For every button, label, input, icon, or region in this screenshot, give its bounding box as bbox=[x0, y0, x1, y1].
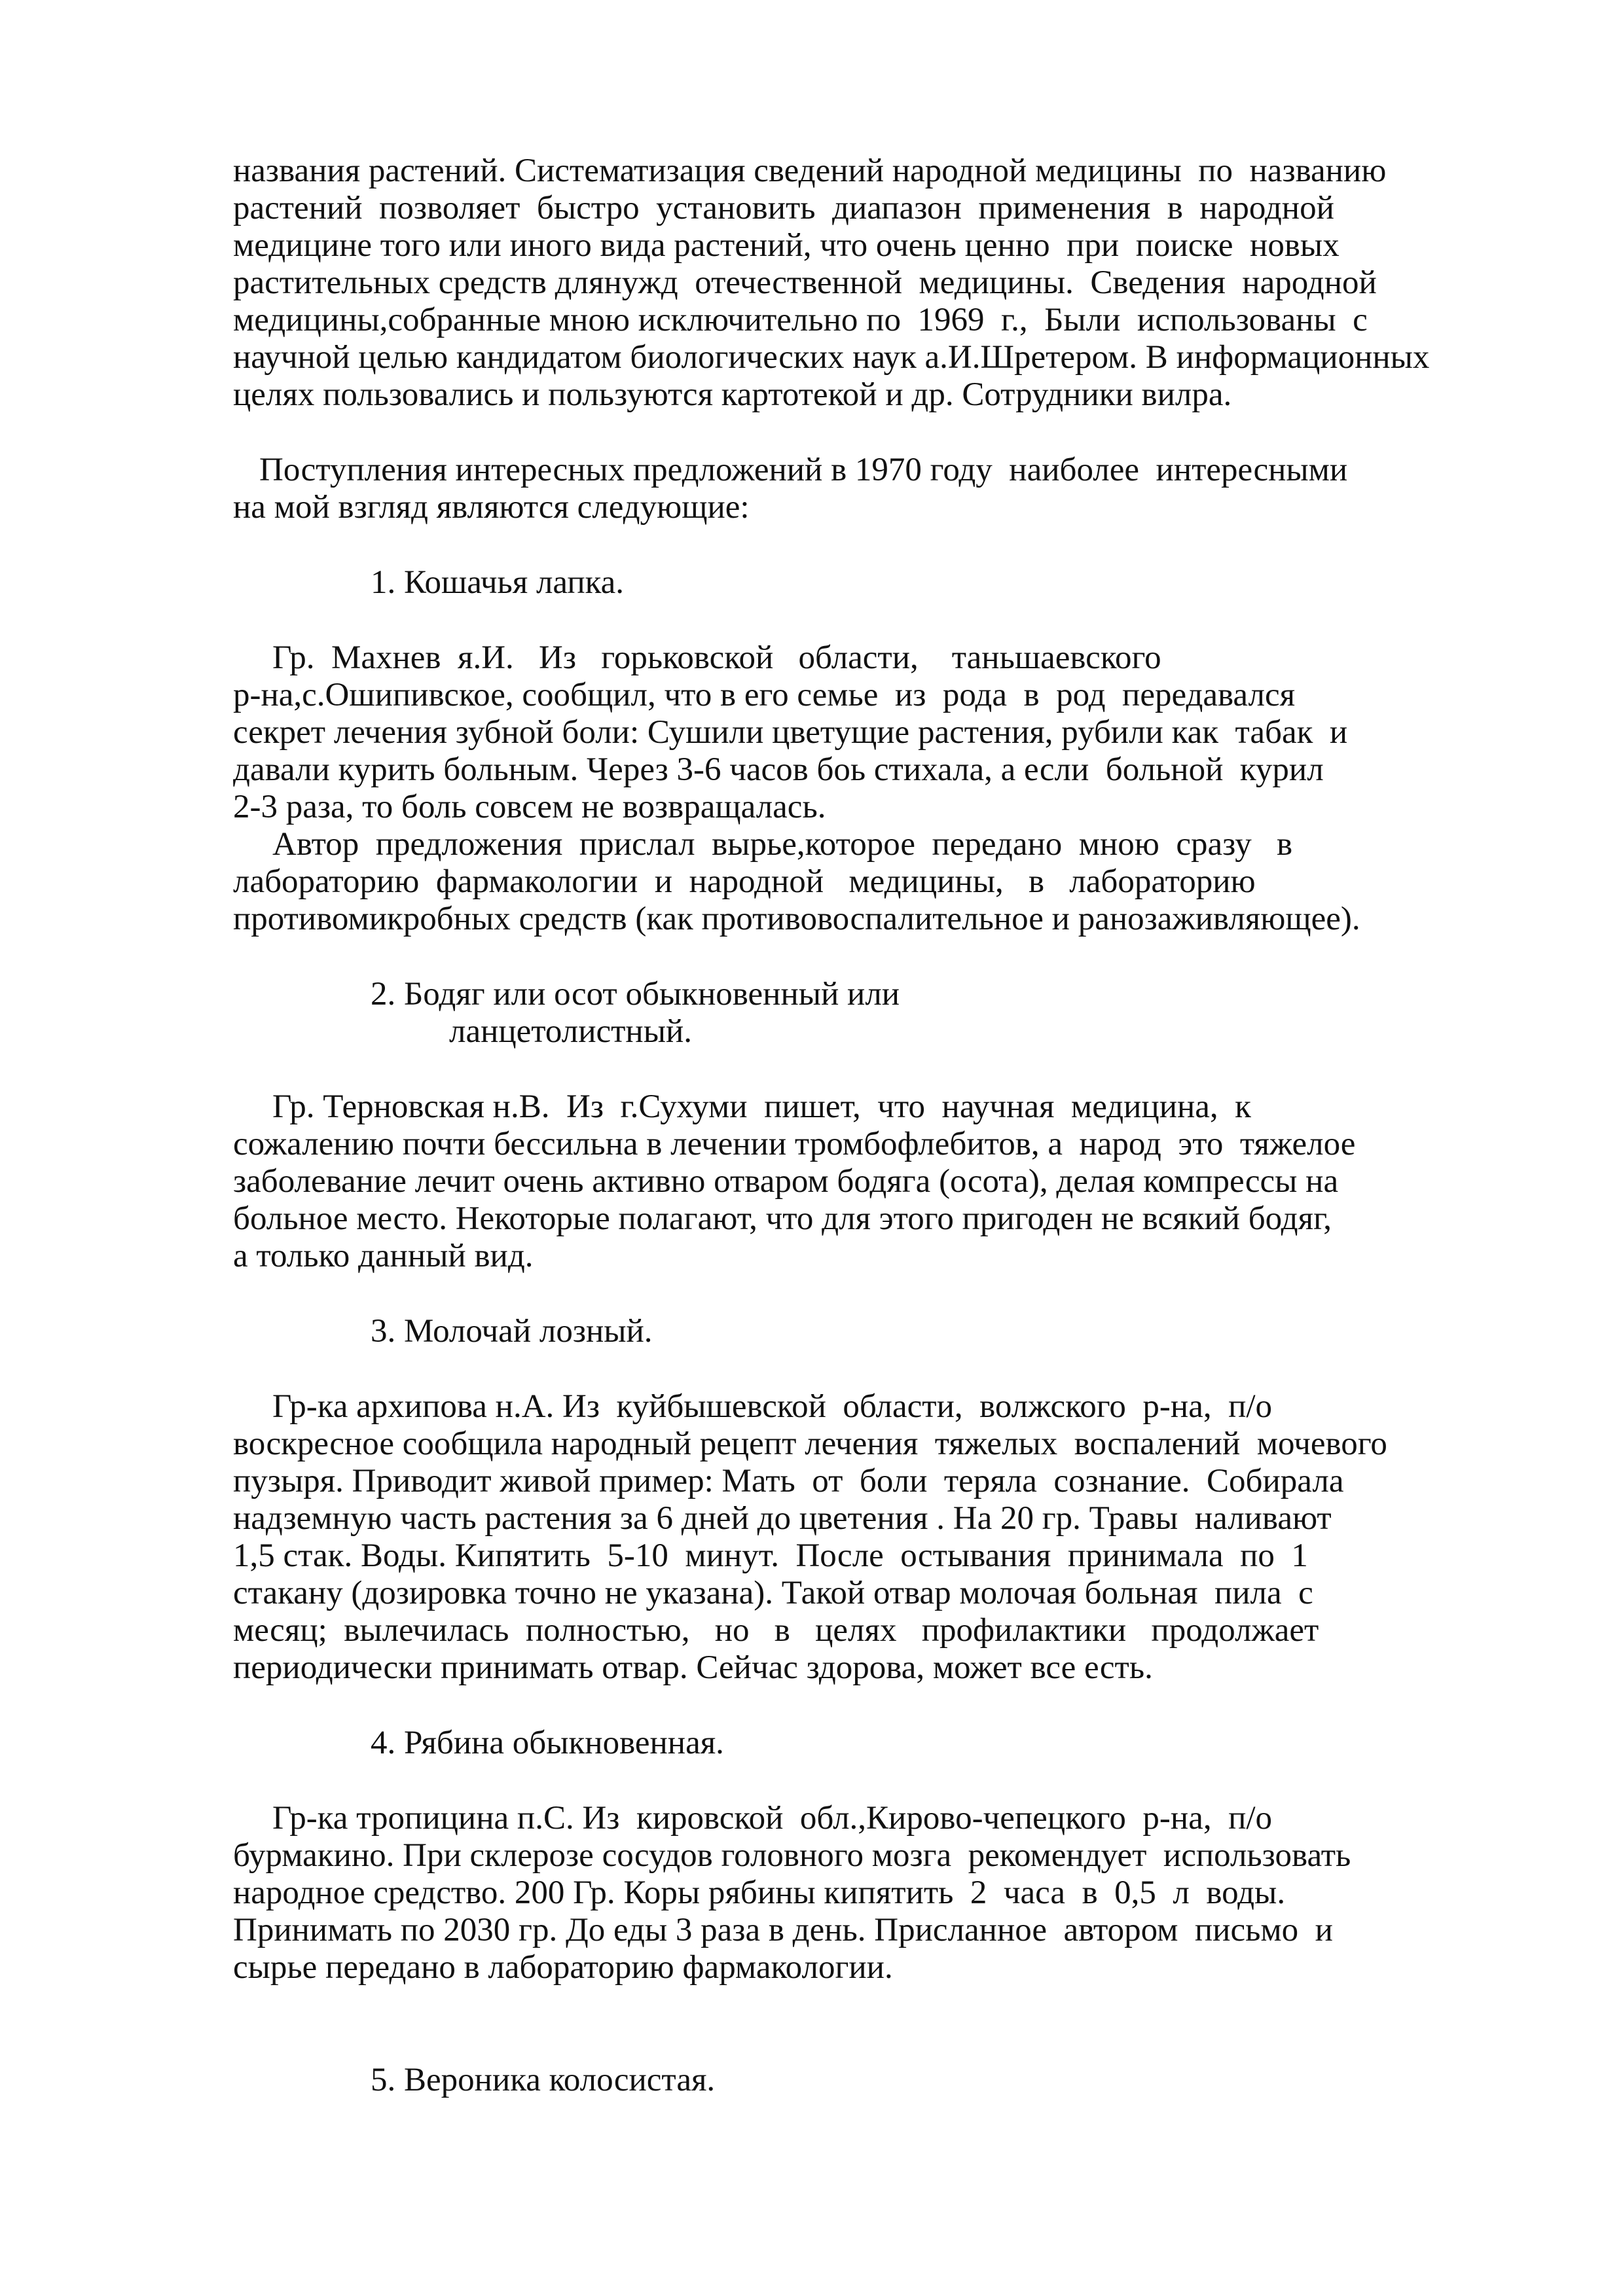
paragraph-line: надземную часть растения за 6 дней до цветения . На 20 гр. Травы наливают bbox=[233, 1500, 1332, 1537]
section-heading-continuation: ланцетолистный. bbox=[449, 1013, 693, 1050]
paragraph-line: месяц; вылечилась полностью, но в целях профилактики продолжает bbox=[233, 1612, 1319, 1649]
paragraph-line: 2-3 раза, то боль совсем не возвращалась. bbox=[233, 789, 826, 825]
section-paragraph bbox=[233, 639, 1477, 826]
paragraph-line: противомикробных средств (как противовоспалительное и ранозаживляющее). bbox=[233, 901, 1360, 937]
intro-line: растительных средств длянужд отечественной медицины. Сведения народной bbox=[233, 264, 1377, 301]
paragraph-line: бурмакино. При склерозе сосудов головного мозга рекомендует использовать bbox=[233, 1837, 1351, 1874]
section-heading: 2. Бодяг или осот обыкновенный или bbox=[371, 976, 900, 1013]
section-paragraph bbox=[233, 1800, 1477, 1986]
paragraph-line: сырье передано в лабораторию фармакологии. bbox=[233, 1949, 893, 1986]
paragraph-line: р-на,с.Ошипивское, сообщил, что в его семье из рода в род передавался bbox=[233, 677, 1296, 713]
section-paragraph bbox=[233, 1388, 1477, 1687]
section-heading: 1. Кошачья лапка. bbox=[371, 564, 625, 601]
paragraph-line: Автор предложения прислал вырье,которое передано мною сразу в bbox=[272, 826, 1293, 863]
intro-line: растений позволяет быстро установить диапазон применения в народной bbox=[233, 190, 1334, 226]
intro-line: медицины,собранные мною исключительно по 1969 г., Были использованы с bbox=[233, 302, 1368, 338]
paragraph-line: периодически принимать отвар. Сейчас здорова, может все есть. bbox=[233, 1649, 1153, 1686]
paragraph-line: стакану (дозировка точно не указана). Такой отвар молочая больная пила с bbox=[233, 1575, 1313, 1611]
paragraph-line: Гр. Махнев я.И. Из горьковской области, таньшаевского bbox=[272, 639, 1161, 676]
proposals-intro-line: на мой взгляд являются следующие: bbox=[233, 489, 750, 526]
document-body bbox=[233, 152, 1477, 2099]
section-heading: 3. Молочай лозный. bbox=[371, 1313, 653, 1350]
section-heading: 4. Рябина обыкновенная. bbox=[371, 1725, 724, 1761]
paragraph-line: 1,5 стак. Воды. Кипятить 5-10 минут. После остывания принимала по 1 bbox=[233, 1537, 1308, 1574]
proposals-intro-paragraph bbox=[233, 452, 1477, 526]
intro-paragraph bbox=[233, 152, 1477, 414]
paragraph-line: Гр. Терновская н.В. Из г.Сухуми пишет, что научная медицина, к bbox=[272, 1088, 1251, 1125]
section-paragraph bbox=[233, 1088, 1477, 1275]
intro-line: научной целью кандидатом биологических наук а.И.Шретером. В информационных bbox=[233, 339, 1430, 376]
intro-line: целях пользовались и пользуются картотекой и др. Сотрудники вилра. bbox=[233, 376, 1232, 413]
paragraph-line: Гр-ка тропицина п.С. Из кировской обл.,Кирово-чепецкого р-на, п/о bbox=[272, 1800, 1273, 1837]
paragraph-line: больное место. Некоторые полагают, что для этого пригоден не всякий бодяг, bbox=[233, 1200, 1332, 1237]
paragraph-line: Гр-ка архипова н.А. Из куйбышевской области, волжского р-на, п/о bbox=[272, 1388, 1273, 1425]
paragraph-line: пузыря. Приводит живой пример: Мать от боли теряла сознание. Собирала bbox=[233, 1463, 1344, 1499]
paragraph-line: сожалению почти бессильна в лечении тромбофлебитов, а народ это тяжелое bbox=[233, 1126, 1356, 1162]
proposals-intro-line: Поступления интересных предложений в 1970 году наиболее интересными bbox=[259, 452, 1348, 488]
paragraph-line: народное средство. 200 Гр. Коры рябины кипятить 2 часа в 0,5 л воды. bbox=[233, 1874, 1286, 1911]
paragraph-line: лабораторию фармакологии и народной медицины, в лабораторию bbox=[233, 863, 1256, 900]
paragraph-line: воскресное сообщила народный рецепт лечения тяжелых воспалений мочевого bbox=[233, 1426, 1387, 1462]
paragraph-line: заболевание лечит очень активно отваром бодяга (осота), делая компрессы на bbox=[233, 1163, 1339, 1200]
paragraph-line: а только данный вид. bbox=[233, 1238, 534, 1274]
intro-line: названия растений. Систематизация сведений народной медицины по названию bbox=[233, 152, 1387, 189]
intro-line: медицине того или иного вида растений, что очень ценно при поиске новых bbox=[233, 227, 1340, 264]
paragraph-line: секрет лечения зубной боли: Сушили цветущие растения, рубили как табак и bbox=[233, 714, 1348, 751]
paragraph-line: Принимать по 2030 гр. До еды 3 раза в день. Присланное автором письмо и bbox=[233, 1912, 1333, 1948]
paragraph-line: давали курить больным. Через 3-6 часов боь стихала, а если больной курил bbox=[233, 751, 1324, 788]
section-paragraph bbox=[233, 826, 1477, 938]
section-heading: 5. Вероника колосистая. bbox=[371, 2062, 716, 2098]
